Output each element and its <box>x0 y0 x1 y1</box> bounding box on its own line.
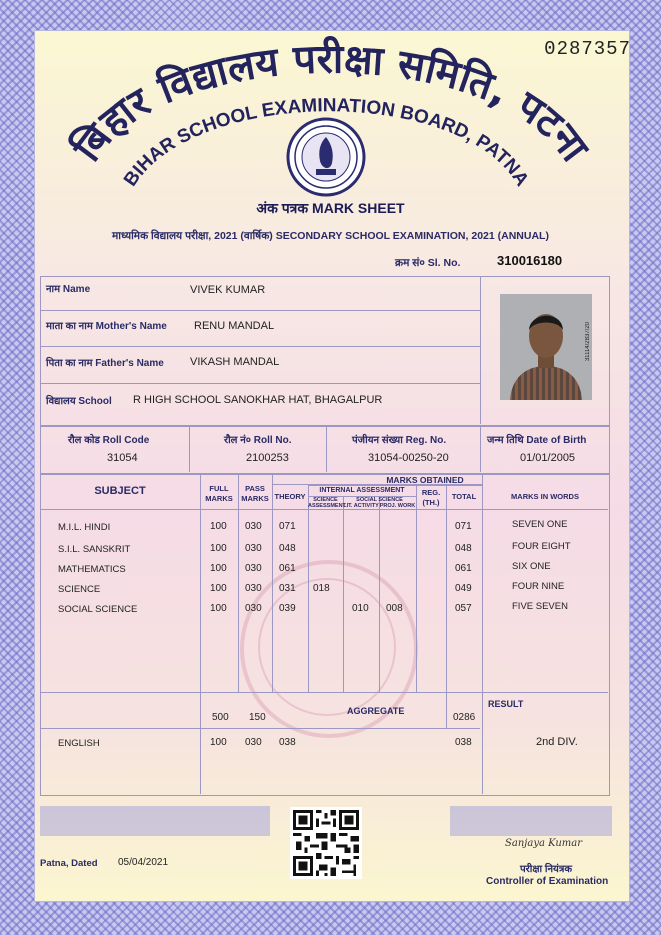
mother-name-label: माता का नाम Mother's Name <box>46 321 167 332</box>
roll-no: 2100253 <box>246 452 289 464</box>
additional-theory-marks: 038 <box>279 737 296 748</box>
marks-obtained-header: MARKS OBTAINED <box>386 475 464 485</box>
aggregate-total: 0286 <box>453 712 476 723</box>
subject-name: SCIENCE <box>58 584 101 595</box>
divider <box>189 426 190 472</box>
subject-name: S.I.L. SANSKRIT <box>58 544 131 555</box>
marks-in-words: SEVEN ONE <box>512 519 568 530</box>
total-marks: 061 <box>455 563 472 574</box>
divider <box>40 383 480 384</box>
total-marks: 048 <box>455 543 472 554</box>
marks-in-words-header: MARKS IN WORDS <box>511 492 579 501</box>
col-divider <box>238 474 239 692</box>
additional-subject-name: ENGLISH <box>58 738 100 749</box>
divider <box>480 426 481 472</box>
controller-title-hindi: परीक्षा नियंत्रक <box>520 864 573 875</box>
board-name-hindi: बिहार विद्यालय परीक्षा समिति, पटना <box>64 36 598 171</box>
theory-marks: 061 <box>279 563 296 574</box>
total-header: TOTAL <box>451 492 477 501</box>
science-assessment-marks: 018 <box>313 583 330 594</box>
security-strip-left <box>40 806 270 836</box>
header-divider <box>40 509 608 510</box>
father-name: VIKASH MANDAL <box>190 356 280 368</box>
subject-header: SUBJECT <box>94 485 146 497</box>
document-title: अंक पत्रक MARK SHEET <box>256 200 405 216</box>
aggregate-label: AGGREGATE <box>347 706 405 716</box>
dob-label: जन्म तिथि Date of Birth <box>487 435 587 446</box>
marks-in-words: FOUR EIGHT <box>512 541 571 552</box>
pass-marks: 030 <box>245 563 262 574</box>
student-name: VIVEK KUMAR <box>190 284 266 296</box>
theory-header: THEORY <box>274 492 306 501</box>
marks-in-words: FIVE SEVEN <box>512 601 568 612</box>
reg-no: 31054-00250-20 <box>368 452 449 464</box>
reg-no-label: पंजीयन संख्या Reg. No. <box>352 435 447 446</box>
additional-full-marks: 100 <box>210 737 227 748</box>
controller-signature: Sanjaya Kumar <box>505 838 583 849</box>
issue-date: 05/04/2021 <box>118 857 169 868</box>
pass-marks: 030 <box>245 521 262 532</box>
reg-th-header: REG. (TH.) <box>421 488 441 507</box>
full-marks: 100 <box>210 543 227 554</box>
col-divider <box>416 485 417 692</box>
pass-marks: 030 <box>245 543 262 554</box>
additional-pass-marks: 030 <box>245 737 262 748</box>
full-marks: 100 <box>210 521 227 532</box>
internal-assessment-header: INTERNAL ASSESSMENT <box>319 487 405 494</box>
pass-marks: 030 <box>245 583 262 594</box>
col-divider <box>446 485 447 728</box>
proj-work-header: PROJ. WORK <box>379 503 416 509</box>
sl-no-value: 310016180 <box>497 253 563 268</box>
subject-name: MATHEMATICS <box>58 564 126 575</box>
board-name-english: BIHAR SCHOOL EXAMINATION BOARD, PATNA <box>120 95 533 191</box>
marks-in-words: FOUR NINE <box>512 581 565 592</box>
mother-name: RENU MANDAL <box>194 320 275 332</box>
theory-marks: 071 <box>279 521 296 532</box>
qr-code-icon <box>290 807 362 879</box>
theory-marks: 039 <box>279 603 296 614</box>
marks-in-words: SIX ONE <box>512 561 551 572</box>
col-divider <box>343 496 344 692</box>
col-divider <box>379 496 380 692</box>
board-emblem-icon <box>286 117 366 197</box>
exam-line: माध्यमिक विद्यालय परीक्षा, 2021 (वार्षिक) SECONDARY SCHOOL EXAMINATION, 2021 (ANNUAL) <box>112 230 549 242</box>
full-marks: 100 <box>210 583 227 594</box>
col-divider <box>200 474 201 794</box>
full-marks-header: FULL MARKS <box>205 484 233 503</box>
school-label: विद्यालय School <box>46 396 112 407</box>
total-marks: 049 <box>455 583 472 594</box>
total-marks: 057 <box>455 603 472 614</box>
lit-activity-marks: 010 <box>352 603 369 614</box>
result-label: RESULT <box>488 699 524 709</box>
full-marks: 100 <box>210 563 227 574</box>
theory-marks: 048 <box>279 543 296 554</box>
school-name: R HIGH SCHOOL SANOKHAR HAT, BHAGALPUR <box>133 394 383 406</box>
roll-no-label: रौल नं० Roll No. <box>224 435 292 446</box>
divider <box>480 276 481 424</box>
divider <box>40 346 480 347</box>
science-header: SCIENCE ASSESSMENT <box>308 497 346 509</box>
theory-marks: 031 <box>279 583 296 594</box>
security-strip-right <box>450 806 612 836</box>
name-label: नाम Name <box>46 284 91 295</box>
subject-name: M.I.L. HINDI <box>58 522 111 533</box>
serial-number: 0287357 <box>544 38 631 60</box>
divider <box>326 426 327 472</box>
col-divider <box>308 485 309 692</box>
student-photo <box>500 294 592 400</box>
subject-name: SOCIAL SCIENCE <box>58 604 138 615</box>
social-science-header: SOCIAL SCIENCE <box>356 497 403 503</box>
roll-code: 31054 <box>107 452 138 464</box>
col-divider <box>272 474 273 692</box>
total-marks: 071 <box>455 521 472 532</box>
father-name-label: पिता का नाम Father's Name <box>46 358 164 369</box>
photo-code: 31114/2837/20 <box>585 322 591 362</box>
dated-label: Patna, Dated <box>40 858 98 869</box>
aggregate-pass-marks: 150 <box>249 712 266 723</box>
lit-activity-header: LIT. ACTIVITY <box>343 503 379 509</box>
result-value: 2nd DIV. <box>536 736 578 748</box>
additional-total: 038 <box>455 737 472 748</box>
pass-marks-header: PASS MARKS <box>241 484 269 503</box>
dob: 01/01/2005 <box>520 452 576 464</box>
pass-marks: 030 <box>245 603 262 614</box>
full-marks: 100 <box>210 603 227 614</box>
aggregate-divider <box>40 692 608 693</box>
roll-code-label: रौल कोड Roll Code <box>68 435 150 446</box>
sl-no-label: क्रम सं० Sl. No. <box>395 257 461 269</box>
project-work-marks: 008 <box>386 603 403 614</box>
controller-title-english: Controller of Examination <box>486 876 609 887</box>
aggregate-full-marks: 500 <box>212 712 229 723</box>
english-divider <box>40 728 480 729</box>
col-divider <box>482 474 483 794</box>
divider <box>40 310 480 311</box>
